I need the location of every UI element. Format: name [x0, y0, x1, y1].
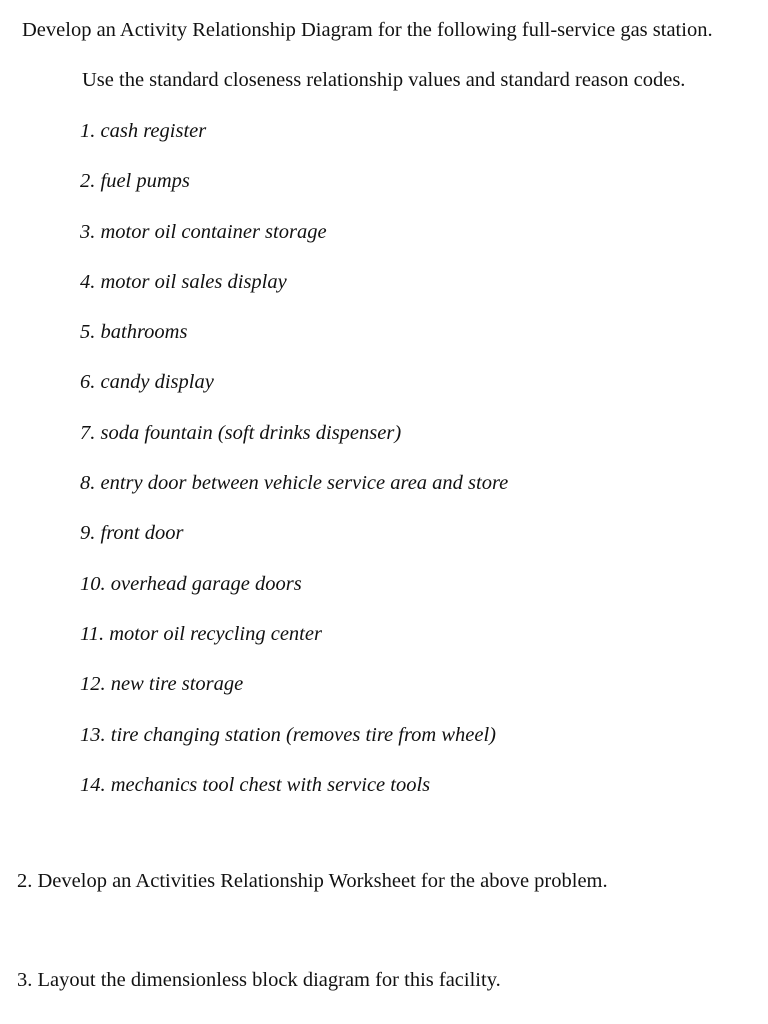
activity-item: 9. front door [80, 522, 184, 545]
activity-item: 5. bathrooms [80, 321, 188, 344]
activity-item: 2. fuel pumps [80, 170, 190, 193]
activity-item: 4. motor oil sales display [80, 270, 287, 293]
activity-item: 13. tire changing station (removes tire from wheel) [80, 723, 497, 746]
activity-item: 10. overhead garage doors [80, 572, 302, 595]
activity-item: 1. cash register [80, 120, 207, 142]
question-3: 3. Layout the dimensionless block diagram for this facility. [17, 969, 501, 991]
activity-item: 12. new tire storage [80, 673, 244, 696]
activity-list [80, 118, 508, 822]
activity-item: 6. candy display [80, 371, 214, 394]
question-2: 2. Develop an Activities Relationship Worksheet for the above problem. [17, 870, 608, 892]
activity-item: 8. entry door between vehicle service area and store [80, 472, 509, 495]
problem-heading: Develop an Activity Relationship Diagram for the following full-service gas station. [22, 19, 713, 41]
activity-item: 3. motor oil container storage [80, 220, 327, 243]
activity-item: 7. soda fountain (soft drinks dispenser) [80, 421, 402, 444]
activity-item: 11. motor oil recycling center [80, 622, 322, 645]
activity-item: 14. mechanics tool chest with service tools [80, 773, 431, 796]
problem-instruction: Use the standard closeness relationship values and standard reason codes. [82, 69, 686, 91]
